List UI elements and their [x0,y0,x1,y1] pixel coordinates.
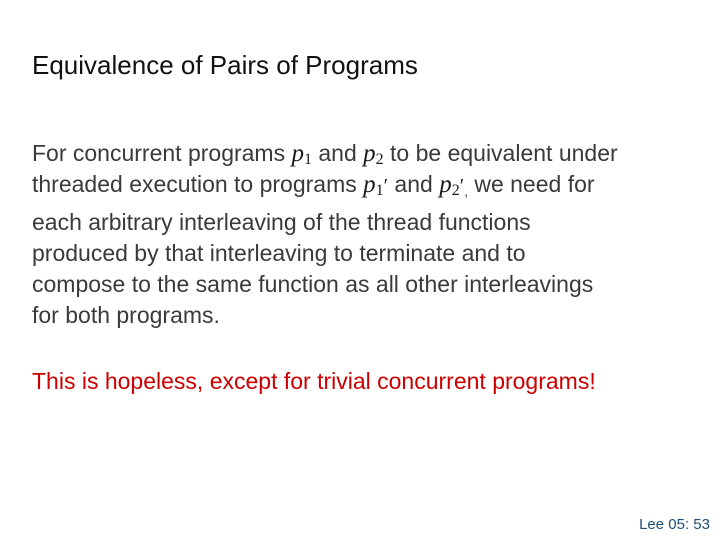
math-subscript: 2 [375,151,384,168]
paragraph-line-4: produced by that interleaving to terminate and to [32,240,526,266]
slide-number-footer: Lee 05: 53 [639,516,710,533]
math-comma: , [464,183,468,199]
text-segment: For concurrent programs [32,140,292,166]
math-p1 [291,140,312,167]
paragraph-line-5: compose to the same function as all other interleavings [32,271,594,297]
text-segment: threaded execution to programs [32,171,364,197]
text-segment: we need for [467,171,595,197]
math-subscript: 1 [303,151,312,168]
text-segment: to be equivalent under [383,140,618,166]
paragraph-line-1 [32,138,700,169]
math-symbol: p [291,140,304,167]
math-prime: ′ [459,175,465,197]
paragraph-line-6: for both programs. [32,302,220,328]
body-paragraph [32,138,700,331]
paragraph-line-2 [32,169,700,207]
math-symbol: p [363,140,376,167]
math-symbol: p [363,171,376,198]
math-p1-prime [363,171,388,198]
text-segment: and [388,171,440,197]
math-prime: ′ [383,175,389,197]
math-subscript: 2 [451,182,460,199]
math-p2 [363,140,384,167]
paragraph-line-3: each arbitrary interleaving of the thread functions [32,209,531,235]
text-segment: and [311,140,364,166]
math-subscript: 1 [375,182,384,199]
slide-title: Equivalence of Pairs of Programs [32,50,418,80]
math-p2-prime [439,171,464,198]
math-symbol: p [439,171,452,198]
highlight-statement: This is hopeless, except for trivial concurrent programs! [32,368,596,394]
